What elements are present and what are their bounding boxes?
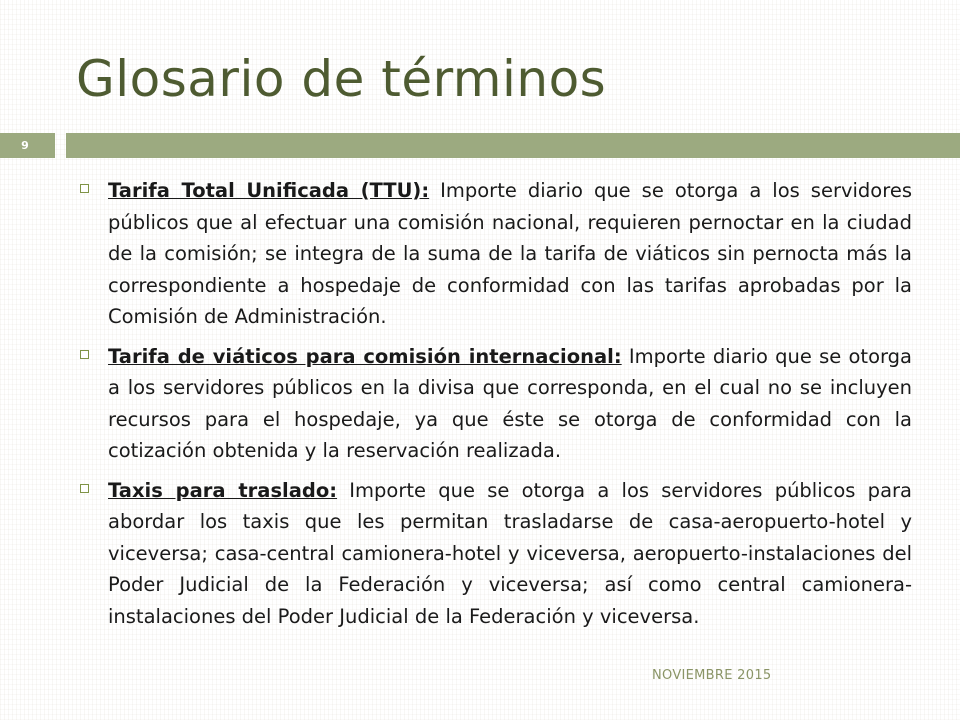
glossary-term: Taxis para traslado:	[108, 478, 338, 502]
slide-number: 9	[21, 139, 29, 152]
glossary-term: Tarifa de viáticos para comisión internacional:	[108, 344, 622, 368]
glossary-text	[108, 341, 912, 467]
footer-date: NOVIEMBRE 2015	[652, 668, 772, 683]
glossary-item	[78, 175, 912, 333]
glossary-item	[78, 475, 912, 633]
glossary-definition: Importe que se otorga a los servidores públicos para abordar los taxis que les permitan trasladarse de casa-aeropuerto-hotel y viceversa; casa-central camionera-hotel y viceversa, aeropuerto-instalaciones del Poder Judicial de la Federación y viceversa; así como central camionera-instalaciones del Poder Judicial de la Federación y viceversa.	[108, 478, 912, 628]
glossary-definition: Importe diario que se otorga a los servidores públicos en la divisa que corresponda, en el cual no se incluyen recursos para el hospedaje, ya que éste se otorga de conformidad con la cotización obtenida y la reservación realizada.	[108, 344, 912, 462]
glossary-definition: Importe diario que se otorga a los servidores públicos que al efectuar una comisión nacional, requieren pernoctar en la ciudad de la comisión; se integra de la suma de la tarifa de viáticos sin pernocta más la correspondiente a hospedaje de conformidad con las tarifas aprobadas por la Comisión de Administración.	[108, 179, 912, 328]
square-bullet-icon	[80, 350, 89, 359]
square-bullet-icon	[80, 184, 89, 193]
square-bullet-icon	[80, 484, 89, 493]
page-title: Glosario de términos	[76, 50, 607, 108]
glossary-text	[108, 475, 912, 633]
glossary-text	[108, 175, 912, 333]
glossary-list	[78, 175, 912, 640]
glossary-term: Tarifa Total Unificada (TTU):	[108, 179, 430, 202]
header-band-right	[66, 133, 960, 158]
glossary-item	[78, 341, 912, 467]
